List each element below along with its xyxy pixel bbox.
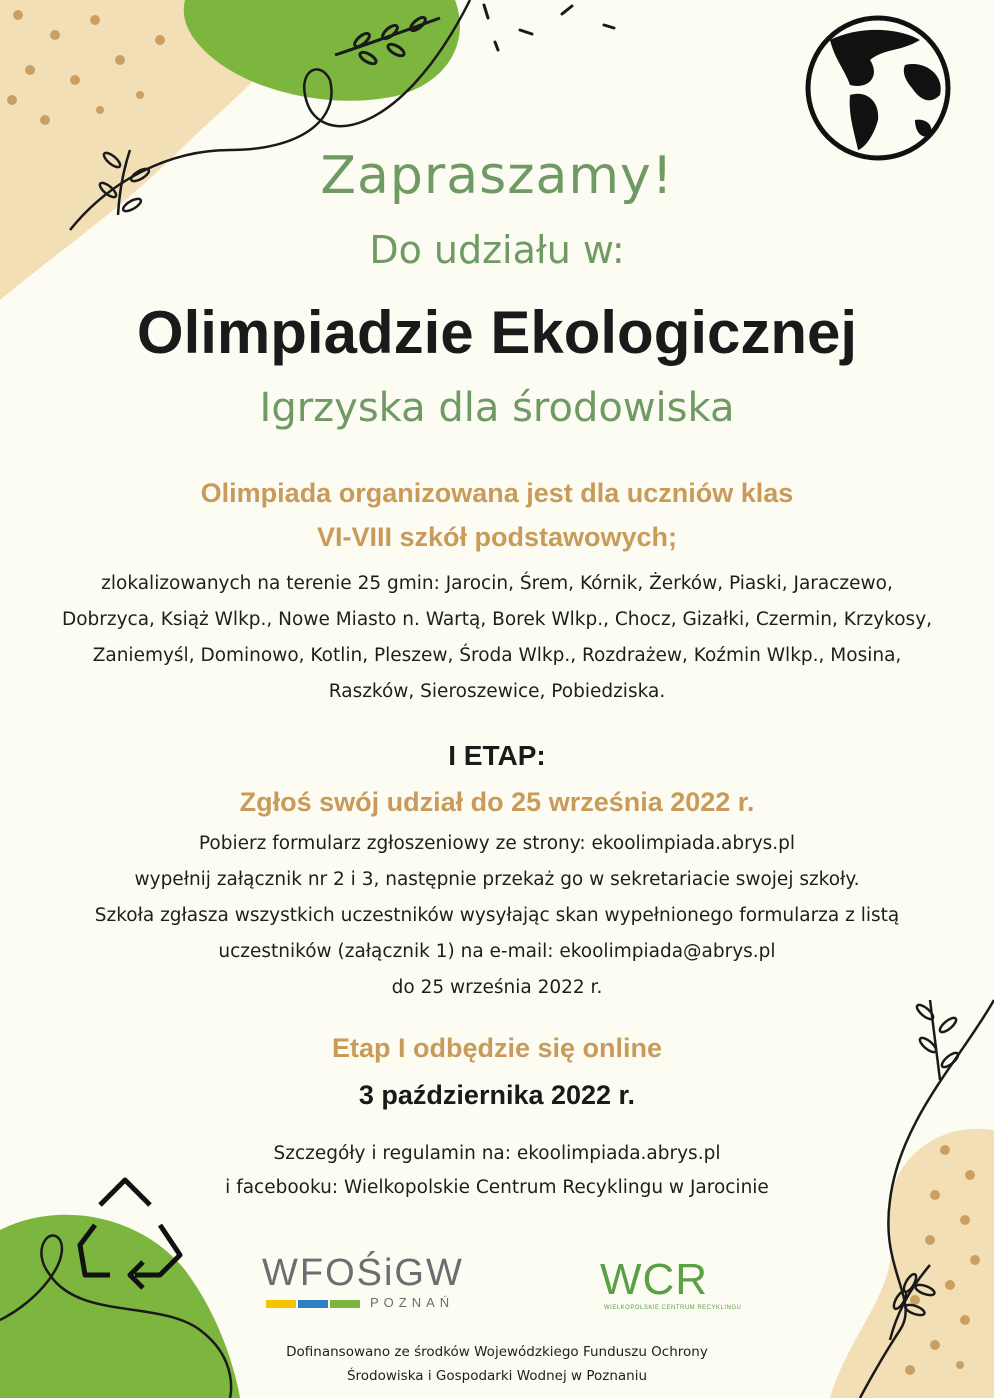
- globe-icon: [808, 18, 948, 158]
- stage-step: Szkoła zgłasza wszystkich uczestników wysyłając skan wypełnionego formularza z listą: [94, 905, 900, 926]
- facebook-line: i facebooku: Wielkopolskie Centrum Recyklingu w Jarocinie: [225, 1177, 769, 1198]
- wcr-logo: [600, 1255, 742, 1319]
- logo-bar-yellow: [266, 1300, 296, 1308]
- logo-bar-green: [330, 1300, 360, 1308]
- funding-line: Środowiska i Gospodarki Wodnej w Poznaniu: [346, 1368, 648, 1384]
- wfosigw-logo-city: POZNAŃ: [370, 1295, 455, 1310]
- locations-line: zlokalizowanych na terenie 25 gmin: Jarocin, Śrem, Kórnik, Żerków, Piaski, Jaraczewo,: [101, 573, 893, 594]
- stage-deadline: Zgłoś swój udział do 25 września 2022 r.: [239, 787, 755, 817]
- invite-heading: Zapraszamy!: [320, 146, 674, 206]
- logo-bar-blue: [298, 1300, 328, 1308]
- locations-line: Dobrzyca, Książ Wlkp., Nowe Miasto n. Wartą, Borek Wlkp., Chocz, Gizałki, Czermin, Krzykosy,: [61, 609, 933, 630]
- wcr-logo-subtitle: WIELKOPOLSKIE CENTRUM RECYKLINGU: [604, 1305, 742, 1311]
- page-title: Olimpiadzie Ekologicznej: [136, 299, 858, 366]
- stage-step: Pobierz formularz zgłoszeniowy ze strony: ekoolimpiada.abrys.pl: [198, 833, 796, 854]
- confetti: [484, 5, 614, 50]
- target-group-line-2: VI-VIII szkół podstawowych;: [316, 522, 678, 552]
- wfosigw-logo-text: WFOŚiGW: [262, 1252, 464, 1294]
- wcr-logo-text: WCR: [600, 1255, 709, 1304]
- locations-line: Raszków, Sieroszewice, Pobiedziska.: [328, 681, 666, 702]
- join-heading: Do udziału w:: [369, 228, 625, 272]
- online-notice: Etap I odbędzie się online: [331, 1033, 663, 1063]
- funding-line: Dofinansowano ze środków Wojewódzkiego Funduszu Ochrony: [286, 1344, 708, 1360]
- page-subtitle: Igrzyska dla środowiska: [259, 385, 735, 431]
- event-date: 3 października 2022 r.: [358, 1080, 636, 1110]
- stage-step: do 25 września 2022 r.: [391, 977, 603, 998]
- target-group-line-1: Olimpiada organizowana jest dla uczniów klas: [200, 478, 794, 508]
- locations-line: Zaniemyśl, Dominowo, Kotlin, Pleszew, Środa Wlkp., Rozdrażew, Koźmin Wlkp., Mosina,: [92, 645, 902, 666]
- stage-step: uczestników (załącznik 1) na e-mail: ekoolimpiada@abrys.pl: [218, 941, 776, 962]
- stage-step: wypełnij załącznik nr 2 i 3, następnie przekaż go w sekretariacie swojej szkoły.: [134, 869, 860, 890]
- details-line: Szczegóły i regulamin na: ekoolimpiada.abrys.pl: [273, 1143, 721, 1164]
- wfosigw-logo: [262, 1252, 462, 1316]
- stage-heading: I ETAP:: [448, 740, 546, 771]
